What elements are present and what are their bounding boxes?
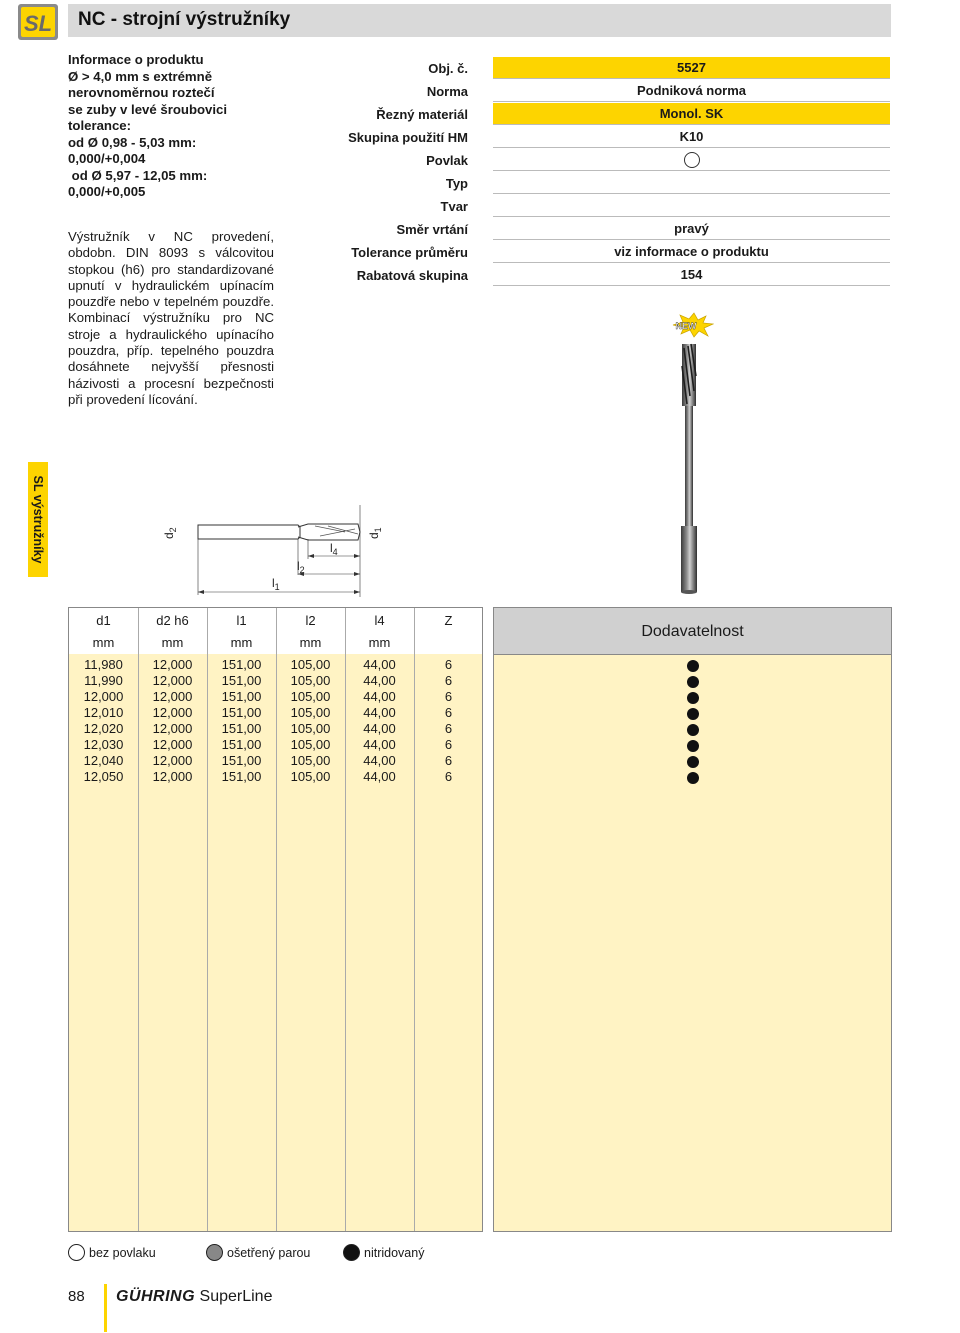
table-cell: 6 bbox=[444, 705, 453, 720]
table-cell: 12,000 bbox=[152, 689, 193, 704]
label-tolerance: Tolerance průměru bbox=[351, 245, 468, 260]
label-shape: Tvar bbox=[440, 199, 468, 214]
table-cell: 12,000 bbox=[152, 657, 193, 672]
table-cell: 12,000 bbox=[152, 721, 193, 736]
legend-label: ošetřený parou bbox=[227, 1246, 311, 1260]
logo-text: SL bbox=[23, 11, 53, 36]
svg-text:d1 bbox=[367, 527, 383, 539]
table-cell: 12,040 bbox=[83, 753, 124, 768]
coating-icon bbox=[684, 152, 700, 168]
table-cell: 12,000 bbox=[152, 737, 193, 752]
legend-label: nitridovaný bbox=[364, 1246, 425, 1260]
value-tolerance: viz informace o produktu bbox=[493, 241, 890, 263]
table-cell: 12,000 bbox=[83, 689, 124, 704]
table-cell: 12,000 bbox=[152, 673, 193, 688]
table-cell: 151,00 bbox=[221, 673, 262, 688]
table-cell: 151,00 bbox=[221, 753, 262, 768]
table-cell: 151,00 bbox=[221, 705, 262, 720]
brand-mark bbox=[116, 1288, 272, 1306]
table-cell: 151,00 bbox=[221, 657, 262, 672]
column-divider bbox=[414, 608, 415, 1231]
svg-text:l4 bbox=[330, 541, 338, 557]
info-line: se zuby v levé šroubovici bbox=[68, 101, 228, 117]
unit-l1: mm bbox=[230, 635, 253, 650]
svg-text:l1 bbox=[272, 576, 280, 592]
unit-d1: mm bbox=[92, 635, 115, 650]
column-divider bbox=[207, 608, 208, 1231]
legend-label: bez povlaku bbox=[89, 1246, 156, 1260]
label-l2-sub: 2 bbox=[299, 565, 305, 575]
table-cell: 11,980 bbox=[84, 657, 123, 672]
table-cell: 12,030 bbox=[83, 737, 124, 752]
unit-d2: mm bbox=[161, 635, 184, 650]
col-header-l1: l1 bbox=[236, 613, 247, 628]
value-shape bbox=[493, 195, 890, 217]
reamer-image bbox=[660, 336, 720, 596]
table-cell: 11,990 bbox=[84, 673, 123, 688]
sl-logo bbox=[18, 4, 58, 40]
info-line: 0,000/+0,004 bbox=[68, 151, 146, 166]
new-badge-text: NEW bbox=[675, 321, 697, 331]
table-cell: 151,00 bbox=[221, 737, 262, 752]
value-direction: pravý bbox=[493, 218, 890, 240]
col-header-d1: d1 bbox=[96, 613, 111, 628]
label-discount: Rabatová skupina bbox=[356, 268, 468, 283]
property-values bbox=[493, 57, 890, 283]
page-number: 88 bbox=[68, 1288, 85, 1305]
table-cell: 12,000 bbox=[152, 769, 193, 784]
product-description: Výstružník v NC provedení, obdobn. DIN 8093 s válcovitou stopkou (h6) pro standardizované upnutí v hydraulickém upínacím pouzdře nebo v tepelném pouzdře. Kombinací výstružníku pro NC stroje a hydraulického upínacího pouzdra, příp. tepelného pouzdra dosáhnete nejvyšší přesnosti házivosti a procesní bezpečnosti při provedení lícování. bbox=[68, 229, 274, 407]
info-line: tolerance: bbox=[68, 118, 132, 133]
col-header-z: Z bbox=[444, 613, 453, 628]
table-cell: 105,00 bbox=[290, 705, 331, 720]
table-cell: 12,050 bbox=[83, 769, 124, 784]
label-d2: d bbox=[162, 532, 176, 539]
availability-title: Dodavatelnost bbox=[494, 608, 891, 655]
table-cell: 44,00 bbox=[363, 673, 396, 688]
table-cell: 44,00 bbox=[363, 689, 396, 704]
dimension-table bbox=[68, 607, 483, 1232]
table-cell: 6 bbox=[444, 737, 453, 752]
availability-dot-icon bbox=[687, 724, 699, 736]
availability-dot-icon bbox=[687, 708, 699, 720]
value-material: Monol. SK bbox=[493, 103, 890, 125]
svg-text:l2 bbox=[297, 559, 305, 575]
availability-panel bbox=[493, 607, 892, 1232]
label-d2-sub: 2 bbox=[168, 527, 178, 533]
page-title: NC - strojní výstružníky bbox=[78, 9, 291, 30]
table-cell: 44,00 bbox=[363, 721, 396, 736]
table-cell: 44,00 bbox=[363, 705, 396, 720]
value-group: K10 bbox=[493, 126, 890, 148]
table-cell: 151,00 bbox=[221, 769, 262, 784]
brand-name: GÜHRING bbox=[116, 1288, 196, 1305]
side-tab bbox=[28, 462, 48, 577]
footer-rule bbox=[104, 1284, 107, 1332]
label-l1: l bbox=[272, 576, 275, 590]
table-cell: 105,00 bbox=[290, 753, 331, 768]
availability-dot-icon bbox=[687, 740, 699, 752]
label-l4-sub: 4 bbox=[332, 547, 338, 557]
nitrided-icon bbox=[343, 1244, 360, 1261]
brand-line: SuperLine bbox=[199, 1288, 273, 1305]
value-order-no: 5527 bbox=[493, 57, 890, 79]
info-line: Informace o produktu bbox=[68, 52, 204, 67]
property-labels bbox=[300, 57, 468, 287]
table-cell: 151,00 bbox=[221, 721, 262, 736]
table-cell: 105,00 bbox=[290, 689, 331, 704]
value-coating bbox=[493, 149, 890, 171]
technical-drawing bbox=[150, 495, 410, 600]
table-cell: 105,00 bbox=[290, 721, 331, 736]
availability-dot-icon bbox=[687, 692, 699, 704]
table-cell: 44,00 bbox=[363, 657, 396, 672]
unit-l2: mm bbox=[299, 635, 322, 650]
label-type: Typ bbox=[445, 176, 468, 191]
table-cell: 44,00 bbox=[363, 753, 396, 768]
label-l1-sub: 1 bbox=[274, 582, 280, 592]
label-direction: Směr vrtání bbox=[396, 222, 468, 237]
table-cell: 6 bbox=[444, 657, 453, 672]
label-order-no: Obj. č. bbox=[428, 61, 468, 76]
value-discount: 154 bbox=[493, 264, 890, 286]
svg-text:d2 bbox=[162, 527, 178, 539]
info-line: Ø > 4,0 mm s extrémně bbox=[68, 68, 213, 84]
table-cell: 6 bbox=[444, 721, 453, 736]
table-cell: 6 bbox=[444, 689, 453, 704]
label-l4: l bbox=[330, 541, 333, 555]
label-material: Řezný materiál bbox=[376, 107, 468, 122]
column-divider bbox=[276, 608, 277, 1231]
table-cell: 12,020 bbox=[83, 721, 124, 736]
availability-dot-icon bbox=[687, 676, 699, 688]
availability-dot-icon bbox=[687, 772, 699, 784]
new-badge bbox=[672, 312, 714, 338]
info-line: od Ø 5,97 - 12,05 mm: bbox=[68, 167, 208, 183]
unit-l4: mm bbox=[368, 635, 391, 650]
column-divider bbox=[138, 608, 139, 1231]
table-cell: 12,000 bbox=[152, 753, 193, 768]
col-header-d2: d2 h6 bbox=[156, 613, 189, 628]
col-header-l4: l4 bbox=[374, 613, 385, 628]
table-cell: 105,00 bbox=[290, 737, 331, 752]
table-cell: 105,00 bbox=[290, 769, 331, 784]
table-cell: 6 bbox=[444, 769, 453, 784]
uncoated-icon bbox=[68, 1244, 85, 1261]
info-line: nerovnoměrnou roztečí bbox=[68, 85, 215, 100]
value-type bbox=[493, 172, 890, 194]
table-cell: 12,010 bbox=[83, 705, 124, 720]
table-cell: 44,00 bbox=[363, 769, 396, 784]
label-norm: Norma bbox=[426, 84, 468, 99]
table-cell: 105,00 bbox=[290, 657, 331, 672]
table-cell: 6 bbox=[444, 673, 453, 688]
table-cell: 105,00 bbox=[290, 673, 331, 688]
table-cell: 12,000 bbox=[152, 705, 193, 720]
column-divider bbox=[345, 608, 346, 1231]
table-cell: 6 bbox=[444, 753, 453, 768]
info-line: 0,000/+0,005 bbox=[68, 184, 146, 199]
table-cell: 151,00 bbox=[221, 689, 262, 704]
col-header-l2: l2 bbox=[305, 613, 316, 628]
availability-dot-icon bbox=[687, 756, 699, 768]
info-line: od Ø 0,98 - 5,03 mm: bbox=[68, 134, 197, 150]
label-group: Skupina použití HM bbox=[348, 130, 468, 145]
label-coating: Povlak bbox=[426, 153, 468, 168]
label-l2: l bbox=[297, 559, 300, 573]
availability-dot-icon bbox=[687, 660, 699, 672]
value-norm: Podniková norma bbox=[493, 80, 890, 102]
steam-treated-icon bbox=[206, 1244, 223, 1261]
label-d1-sub: 1 bbox=[373, 527, 383, 533]
side-tab-label: SL výstružníky bbox=[31, 475, 45, 564]
product-info bbox=[68, 52, 283, 201]
table-cell: 44,00 bbox=[363, 737, 396, 752]
label-d1: d bbox=[367, 532, 381, 539]
